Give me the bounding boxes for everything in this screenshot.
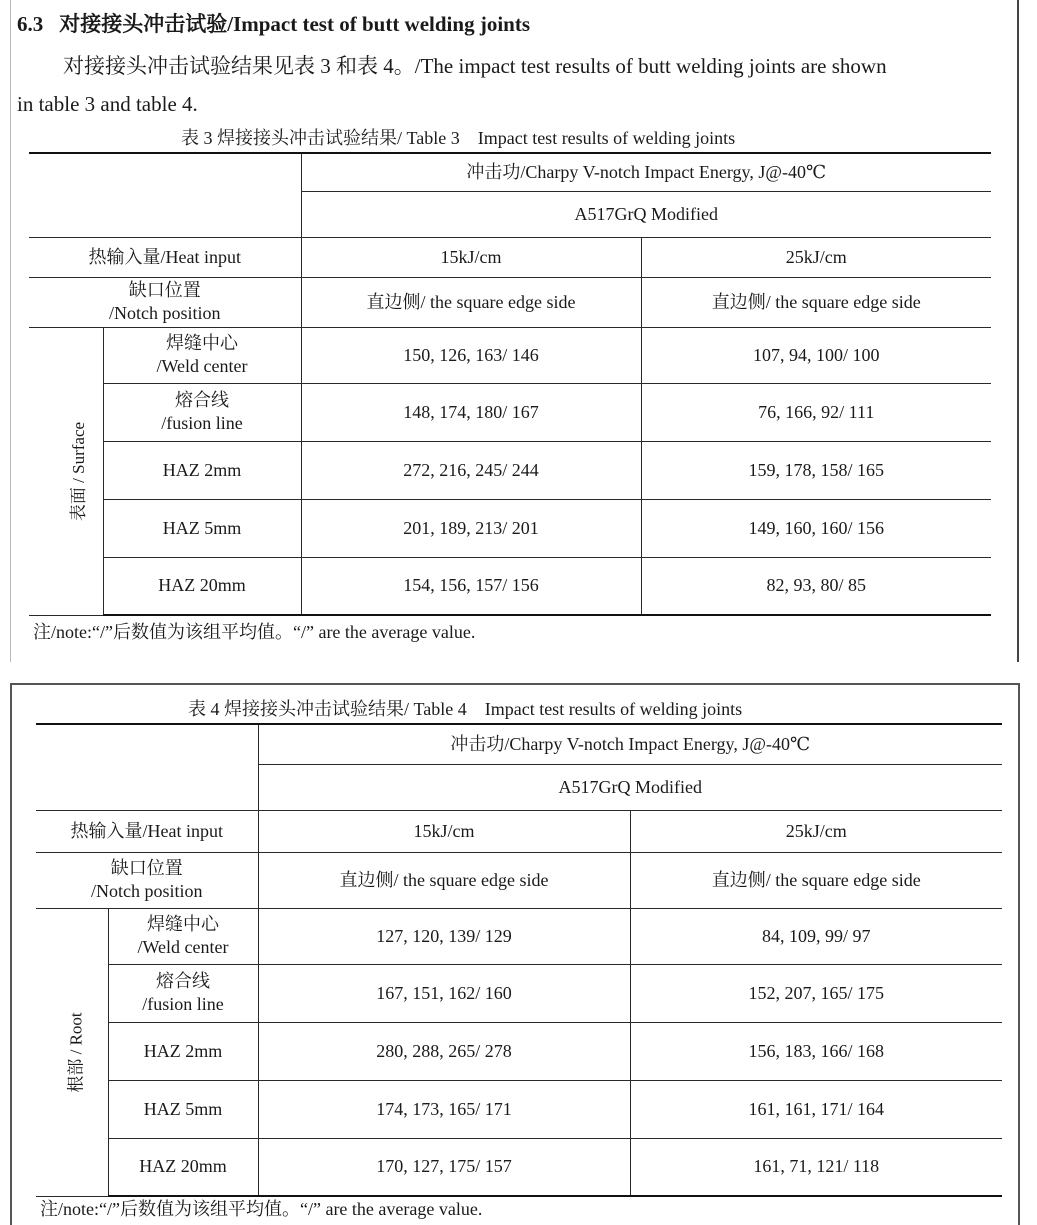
table3-heat-input-25: 25kJ/cm <box>641 237 991 277</box>
table3-note: 注/note:“/”后数值为该组平均值。“/” are the average value. <box>33 622 476 642</box>
location-cn: 焊缝中心 <box>166 333 238 353</box>
table3-caption-en: Impact test results of welding joints <box>477 128 736 148</box>
table4-heat-input-label: 热输入量/Heat input <box>36 810 258 852</box>
table4-value-15: 280, 288, 265/ 278 <box>258 1022 630 1080</box>
table4-value-15: 127, 120, 139/ 129 <box>258 908 630 964</box>
table4-row-location: HAZ 20mm <box>108 1138 258 1196</box>
table3-group-label: 表面 / Surface <box>69 421 89 521</box>
table4-material: A517GrQ Modified <box>258 764 1002 810</box>
table4-value-25: 156, 183, 166/ 168 <box>630 1022 1002 1080</box>
table4-notch-15: 直边侧/ the square edge side <box>258 852 630 908</box>
table4-caption-cn: 表 4 焊接接头冲击试验结果/ Table 4 <box>188 699 467 719</box>
table3-notch-label <box>29 277 301 327</box>
table3-value-15: 148, 174, 180/ 167 <box>301 383 641 441</box>
table4-value-15: 174, 173, 165/ 171 <box>258 1080 630 1138</box>
table4-notch-25: 直边侧/ the square edge side <box>630 852 1002 908</box>
table3-row-location: HAZ 5mm <box>103 499 301 557</box>
table3-notch-15: 直边侧/ the square edge side <box>301 277 641 327</box>
table3-row-location: HAZ 2mm <box>103 441 301 499</box>
table3-row-location: HAZ 20mm <box>103 557 301 615</box>
table3-value-25: 107, 94, 100/ 100 <box>641 327 991 383</box>
location-cn: 熔合线 <box>175 390 229 410</box>
location-cn: 熔合线 <box>156 971 210 991</box>
table4-heat-input-25: 25kJ/cm <box>630 810 1002 852</box>
section-title: 对接接头冲击试验/Impact test of butt welding joints <box>59 12 530 36</box>
location-en: /fusion line <box>161 413 243 433</box>
table4-caption-en: Impact test results of welding joints <box>484 699 743 719</box>
table3-value-15: 150, 126, 163/ 146 <box>301 327 641 383</box>
table3-energy-header: 冲击功/Charpy V-notch Impact Energy, J@-40℃ <box>301 153 991 191</box>
table4-notch-label-en: /Notch position <box>91 881 203 901</box>
table4-heat-input-15: 15kJ/cm <box>258 810 630 852</box>
intro-paragraph-line-2: in table 3 and table 4. <box>17 92 198 116</box>
table3 <box>29 152 991 616</box>
section-heading <box>17 8 530 38</box>
table3-row-location <box>103 327 301 383</box>
table3-notch-label-cn: 缺口位置 <box>128 280 201 300</box>
table4-corner-cell <box>36 724 258 810</box>
table4-value-25: 161, 161, 171/ 164 <box>630 1080 1002 1138</box>
table4-value-15: 170, 127, 175/ 157 <box>258 1138 630 1196</box>
location-en: /Weld center <box>156 356 248 376</box>
table4-energy-header: 冲击功/Charpy V-notch Impact Energy, J@-40℃ <box>258 724 1002 764</box>
table4-group-label-cell <box>36 908 108 1196</box>
table4 <box>36 723 1002 1197</box>
table4-row-location: HAZ 5mm <box>108 1080 258 1138</box>
table3-corner-cell <box>29 153 301 237</box>
scan-page-2 <box>10 683 1020 1225</box>
location-cn: 焊缝中心 <box>147 914 219 934</box>
section-number: 6.3 <box>17 12 44 36</box>
table4-caption <box>188 695 742 721</box>
table3-value-25: 76, 166, 92/ 111 <box>641 383 991 441</box>
table3-material: A517GrQ Modified <box>301 191 991 237</box>
table4-row-location <box>108 964 258 1022</box>
location-en: /fusion line <box>142 994 224 1014</box>
scan-page-1 <box>10 0 1019 662</box>
table3-caption <box>181 124 735 150</box>
table4-note: 注/note:“/”后数值为该组平均值。“/” are the average value. <box>40 1199 483 1219</box>
table3-value-25: 159, 178, 158/ 165 <box>641 441 991 499</box>
table3-group-label-cell <box>29 327 103 615</box>
table3-value-25: 82, 93, 80/ 85 <box>641 557 991 615</box>
table3-value-15: 272, 216, 245/ 244 <box>301 441 641 499</box>
table3-heat-input-15: 15kJ/cm <box>301 237 641 277</box>
table4-value-25: 84, 109, 99/ 97 <box>630 908 1002 964</box>
table3-caption-cn: 表 3 焊接接头冲击试验结果/ Table 3 <box>181 128 460 148</box>
table3-row-location <box>103 383 301 441</box>
table3-value-25: 149, 160, 160/ 156 <box>641 499 991 557</box>
table4-group-label: 根部 / Root <box>66 1011 86 1093</box>
table3-notch-label-en: /Notch position <box>109 303 221 323</box>
table3-notch-25: 直边侧/ the square edge side <box>641 277 991 327</box>
location-en: /Weld center <box>137 937 229 957</box>
table4-notch-label <box>36 852 258 908</box>
intro-paragraph-line-1: 对接接头冲击试验结果见表 3 和表 4。/The impact test results of butt welding joints are shown <box>63 54 887 78</box>
table3-heat-input-label: 热输入量/Heat input <box>29 237 301 277</box>
table4-row-location: HAZ 2mm <box>108 1022 258 1080</box>
table4-notch-label-cn: 缺口位置 <box>110 858 183 878</box>
table3-value-15: 201, 189, 213/ 201 <box>301 499 641 557</box>
table4-value-25: 161, 71, 121/ 118 <box>630 1138 1002 1196</box>
table4-value-25: 152, 207, 165/ 175 <box>630 964 1002 1022</box>
table4-row-location <box>108 908 258 964</box>
table4-value-15: 167, 151, 162/ 160 <box>258 964 630 1022</box>
table3-value-15: 154, 156, 157/ 156 <box>301 557 641 615</box>
